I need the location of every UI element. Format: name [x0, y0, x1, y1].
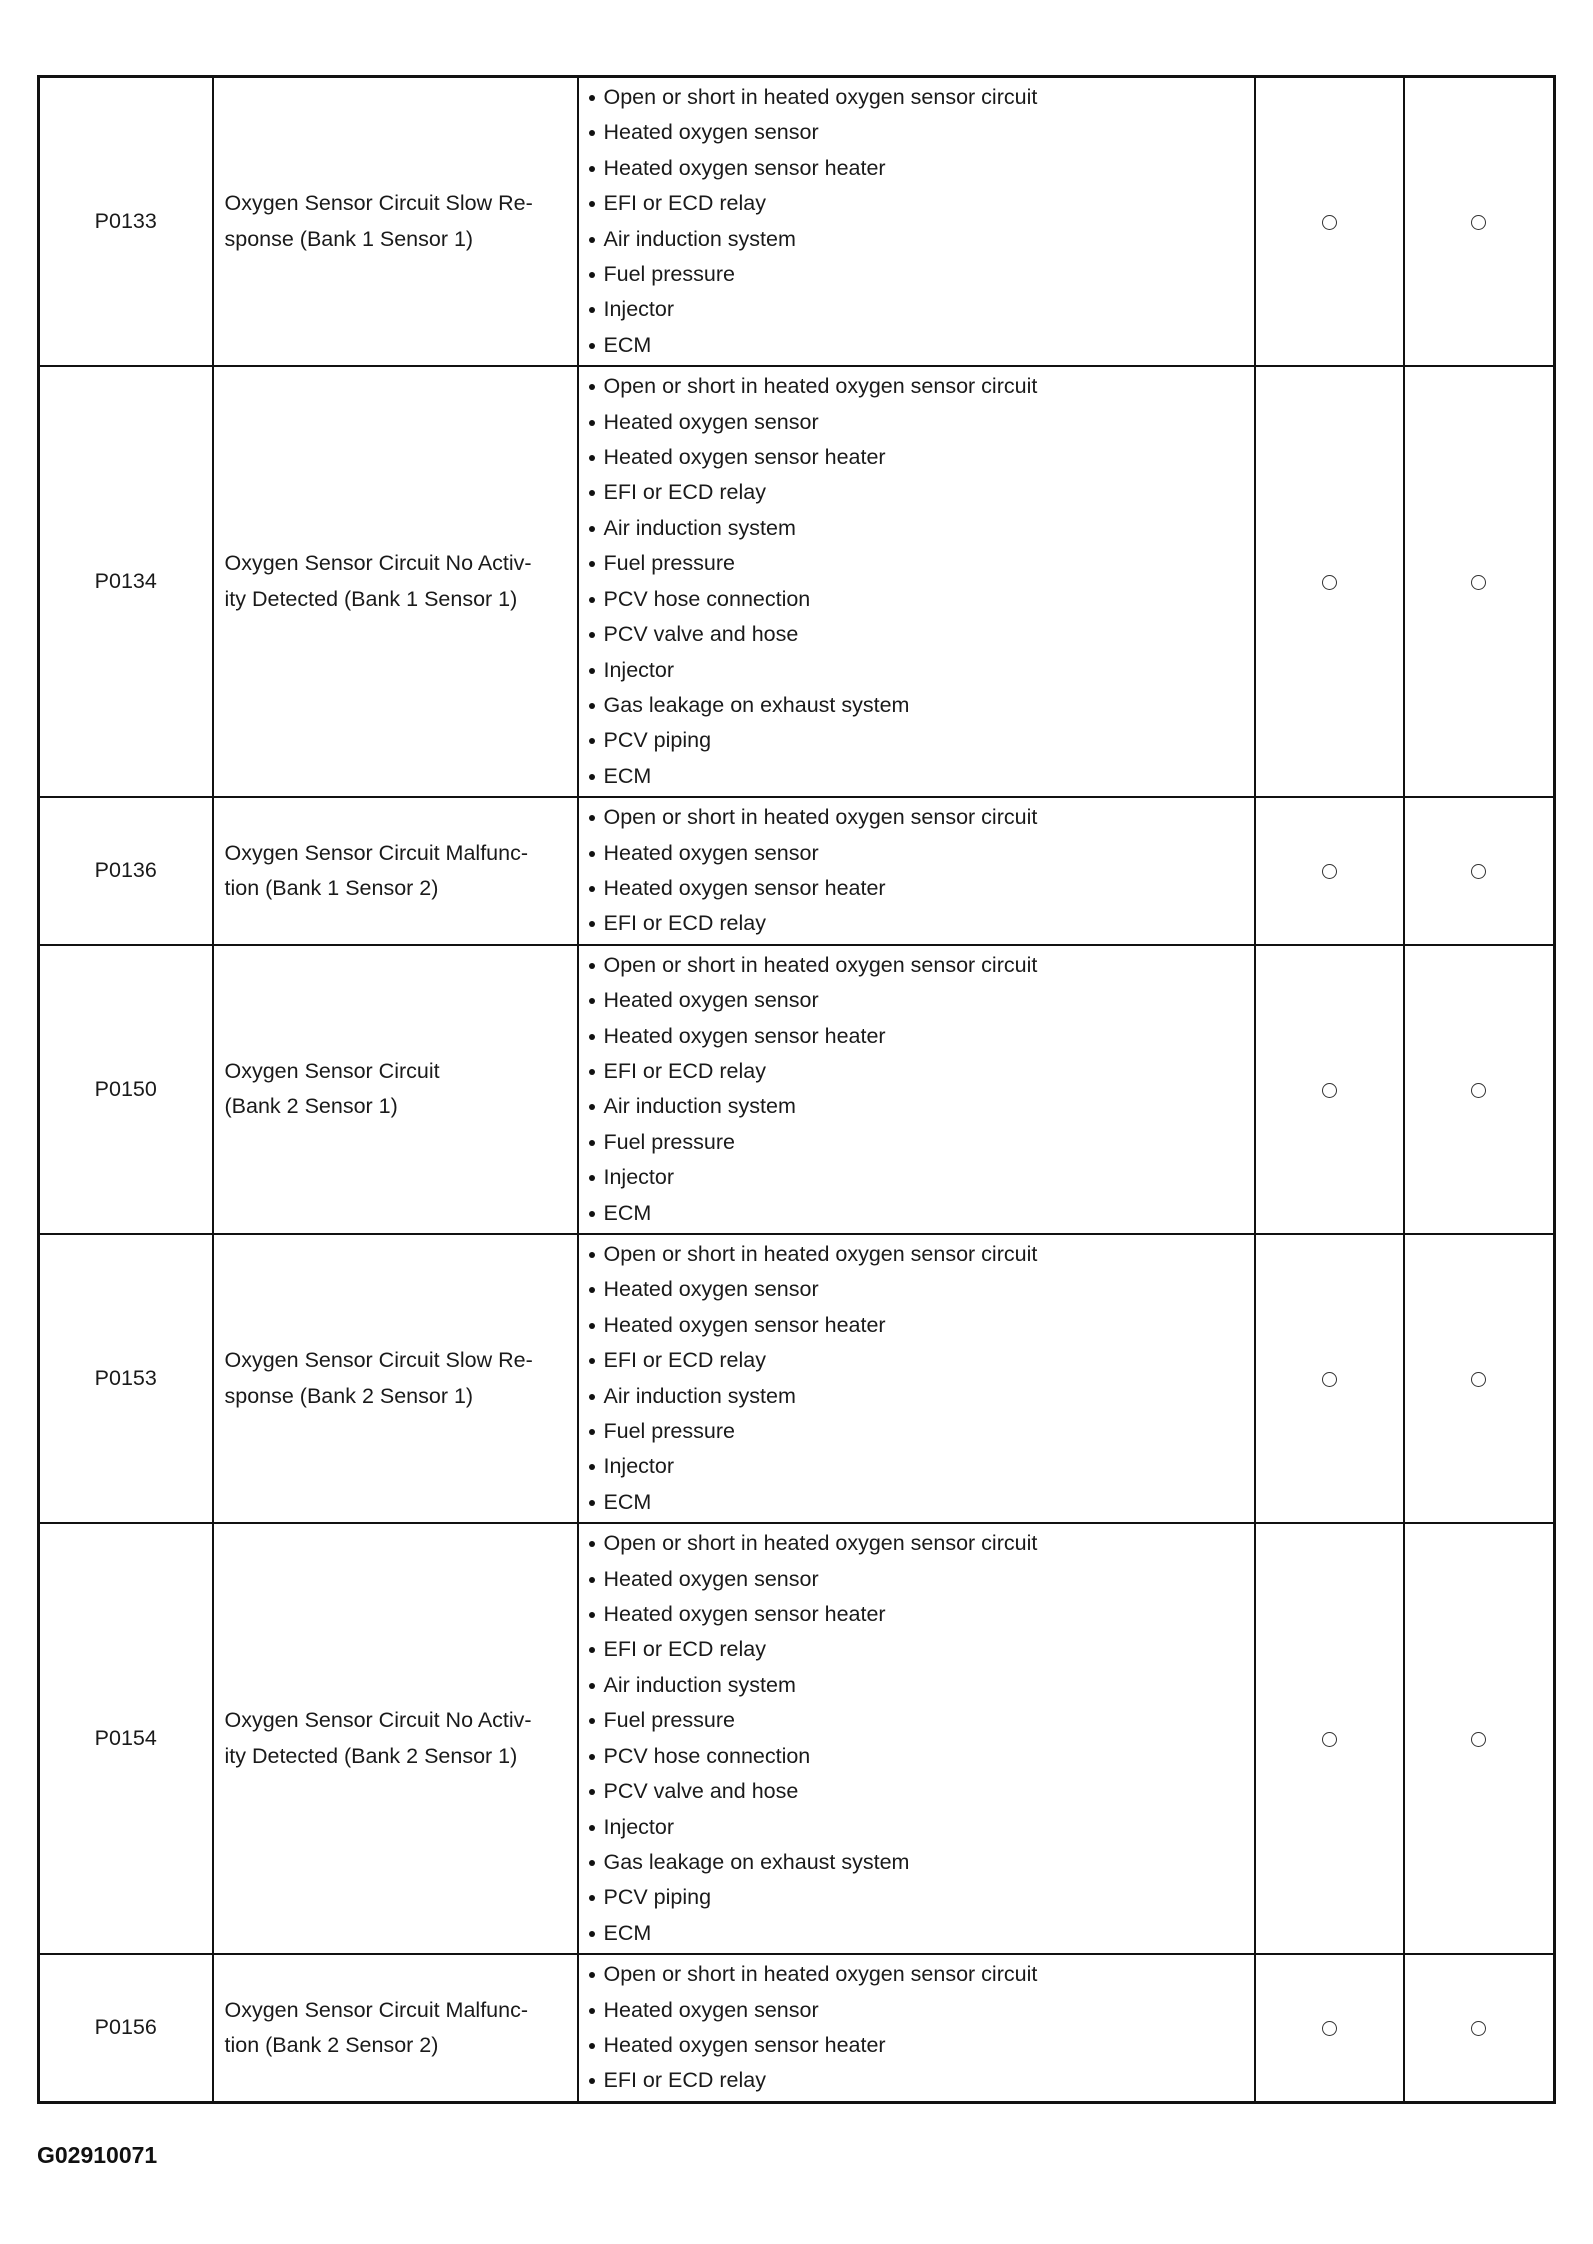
mil-circle-icon — [1322, 575, 1337, 590]
trouble-area-item: EFI or ECD relay — [589, 1054, 1254, 1089]
trouble-area-list — [589, 800, 1254, 942]
mil-cell — [1255, 77, 1404, 367]
dtc-code: P0153 — [39, 1234, 213, 1523]
trouble-area-item: Open or short in heated oxygen sensor circuit — [589, 369, 1254, 404]
trouble-area-item: ECM — [589, 1196, 1254, 1231]
trouble-area-item: Air induction system — [589, 511, 1254, 546]
trouble-area-item: Heated oxygen sensor — [589, 1993, 1254, 2028]
detection-item-cell — [213, 1234, 578, 1523]
trouble-area-item: Open or short in heated oxygen sensor circuit — [589, 1526, 1254, 1561]
memory-circle-icon — [1471, 864, 1486, 879]
trouble-area-item: EFI or ECD relay — [589, 2063, 1254, 2098]
trouble-area-item: PCV piping — [589, 723, 1254, 758]
mil-cell — [1255, 945, 1404, 1234]
trouble-area-item: Injector — [589, 1810, 1254, 1845]
trouble-area-item: Gas leakage on exhaust system — [589, 1845, 1254, 1880]
trouble-area-item: PCV hose connection — [589, 1739, 1254, 1774]
memory-cell — [1404, 945, 1555, 1234]
trouble-area-item: Air induction system — [589, 222, 1254, 257]
trouble-area-item: PCV valve and hose — [589, 617, 1254, 652]
trouble-area-item: Heated oxygen sensor — [589, 1562, 1254, 1597]
trouble-area-list — [589, 369, 1254, 794]
trouble-area-cell — [578, 77, 1255, 367]
dtc-code: P0136 — [39, 797, 213, 945]
trouble-area-cell — [578, 797, 1255, 945]
memory-cell — [1404, 1523, 1555, 1954]
trouble-area-item: Heated oxygen sensor heater — [589, 151, 1254, 186]
detection-item: Oxygen Sensor Circuit (Bank 2 Sensor 1) — [224, 1058, 440, 1119]
detection-item-cell — [213, 77, 578, 367]
memory-cell — [1404, 797, 1555, 945]
trouble-area-item: Injector — [589, 1449, 1254, 1484]
memory-circle-icon — [1471, 1372, 1486, 1387]
memory-circle-icon — [1471, 1083, 1486, 1098]
detection-item: Oxygen Sensor Circuit Slow Re- sponse (Bank 1 Sensor 1) — [224, 191, 533, 251]
trouble-area-item: Heated oxygen sensor — [589, 983, 1254, 1018]
trouble-area-item: Open or short in heated oxygen sensor circuit — [589, 800, 1254, 835]
trouble-area-item: Open or short in heated oxygen sensor circuit — [589, 948, 1254, 983]
detection-item: Oxygen Sensor Circuit Slow Re- sponse (Bank 2 Sensor 1) — [224, 1348, 533, 1408]
trouble-area-list — [589, 948, 1254, 1231]
figure-code: G02910071 — [37, 2142, 158, 2168]
trouble-area-item: ECM — [589, 1916, 1254, 1951]
memory-cell — [1404, 1234, 1555, 1523]
detection-item: Oxygen Sensor Circuit No Activ- ity Detected (Bank 2 Sensor 1) — [224, 1708, 532, 1768]
trouble-area-item: Heated oxygen sensor heater — [589, 1019, 1254, 1054]
trouble-area-list — [589, 1237, 1254, 1520]
trouble-area-item: Fuel pressure — [589, 257, 1254, 292]
trouble-area-list — [589, 1957, 1254, 2099]
dtc-table — [37, 75, 1556, 2104]
trouble-area-item: EFI or ECD relay — [589, 186, 1254, 221]
mil-cell — [1255, 1523, 1404, 1954]
mil-circle-icon — [1322, 1732, 1337, 1747]
detection-item-cell — [213, 366, 578, 797]
trouble-area-item: Fuel pressure — [589, 1703, 1254, 1738]
dtc-table-body — [39, 77, 1555, 2103]
dtc-row — [39, 77, 1555, 367]
memory-circle-icon — [1471, 575, 1486, 590]
mil-circle-icon — [1322, 1083, 1337, 1098]
dtc-code: P0133 — [39, 77, 213, 367]
trouble-area-item: PCV piping — [589, 1880, 1254, 1915]
mil-circle-icon — [1322, 2021, 1337, 2036]
dtc-code: P0154 — [39, 1523, 213, 1954]
detection-item-cell — [213, 945, 578, 1234]
trouble-area-item: Fuel pressure — [589, 1125, 1254, 1160]
detection-item: Oxygen Sensor Circuit Malfunc- tion (Bank 2 Sensor 2) — [224, 1997, 528, 2057]
trouble-area-item: Air induction system — [589, 1668, 1254, 1703]
dtc-row — [39, 1954, 1555, 2102]
trouble-area-cell — [578, 366, 1255, 797]
trouble-area-list — [589, 1526, 1254, 1951]
memory-circle-icon — [1471, 2021, 1486, 2036]
trouble-area-item: Fuel pressure — [589, 546, 1254, 581]
trouble-area-item: EFI or ECD relay — [589, 475, 1254, 510]
trouble-area-item: Fuel pressure — [589, 1414, 1254, 1449]
trouble-area-list — [589, 80, 1254, 363]
mil-circle-icon — [1322, 215, 1337, 230]
trouble-area-item: Heated oxygen sensor heater — [589, 440, 1254, 475]
trouble-area-item: Heated oxygen sensor heater — [589, 1597, 1254, 1632]
trouble-area-item: Heated oxygen sensor — [589, 1272, 1254, 1307]
dtc-row — [39, 1523, 1555, 1954]
trouble-area-item: Heated oxygen sensor — [589, 115, 1254, 150]
dtc-code: P0156 — [39, 1954, 213, 2102]
memory-cell — [1404, 1954, 1555, 2102]
trouble-area-item: ECM — [589, 759, 1254, 794]
mil-cell — [1255, 1954, 1404, 2102]
trouble-area-item: Open or short in heated oxygen sensor circuit — [589, 80, 1254, 115]
trouble-area-item: Air induction system — [589, 1379, 1254, 1414]
dtc-row — [39, 366, 1555, 797]
memory-cell — [1404, 77, 1555, 367]
trouble-area-item: ECM — [589, 1485, 1254, 1520]
trouble-area-item: EFI or ECD relay — [589, 1343, 1254, 1378]
trouble-area-cell — [578, 1234, 1255, 1523]
trouble-area-item: Air induction system — [589, 1089, 1254, 1124]
dtc-code: P0150 — [39, 945, 213, 1234]
mil-cell — [1255, 1234, 1404, 1523]
trouble-area-item: Open or short in heated oxygen sensor circuit — [589, 1237, 1254, 1272]
memory-cell — [1404, 366, 1555, 797]
trouble-area-item: EFI or ECD relay — [589, 1632, 1254, 1667]
trouble-area-item: Injector — [589, 292, 1254, 327]
trouble-area-item: Injector — [589, 653, 1254, 688]
detection-item: Oxygen Sensor Circuit Malfunc- tion (Bank 1 Sensor 2) — [224, 840, 528, 900]
detection-item-cell — [213, 797, 578, 945]
trouble-area-item: Heated oxygen sensor heater — [589, 2028, 1254, 2063]
detection-item-cell — [213, 1954, 578, 2102]
trouble-area-cell — [578, 1954, 1255, 2102]
detection-item-cell — [213, 1523, 578, 1954]
trouble-area-item: Gas leakage on exhaust system — [589, 688, 1254, 723]
mil-cell — [1255, 797, 1404, 945]
dtc-row — [39, 1234, 1555, 1523]
memory-circle-icon — [1471, 1732, 1486, 1747]
trouble-area-item: Heated oxygen sensor heater — [589, 1308, 1254, 1343]
trouble-area-item: Heated oxygen sensor — [589, 405, 1254, 440]
dtc-row — [39, 797, 1555, 945]
trouble-area-item: PCV valve and hose — [589, 1774, 1254, 1809]
memory-circle-icon — [1471, 215, 1486, 230]
mil-circle-icon — [1322, 1372, 1337, 1387]
trouble-area-item: Open or short in heated oxygen sensor circuit — [589, 1957, 1254, 1992]
trouble-area-item: Injector — [589, 1160, 1254, 1195]
dtc-code: P0134 — [39, 366, 213, 797]
trouble-area-item: ECM — [589, 328, 1254, 363]
trouble-area-item: EFI or ECD relay — [589, 906, 1254, 941]
trouble-area-item: Heated oxygen sensor heater — [589, 871, 1254, 906]
trouble-area-item: PCV hose connection — [589, 582, 1254, 617]
trouble-area-cell — [578, 1523, 1255, 1954]
mil-cell — [1255, 366, 1404, 797]
trouble-area-cell — [578, 945, 1255, 1234]
dtc-row — [39, 945, 1555, 1234]
trouble-area-item: Heated oxygen sensor — [589, 836, 1254, 871]
detection-item: Oxygen Sensor Circuit No Activ- ity Detected (Bank 1 Sensor 1) — [224, 551, 532, 611]
mil-circle-icon — [1322, 864, 1337, 879]
